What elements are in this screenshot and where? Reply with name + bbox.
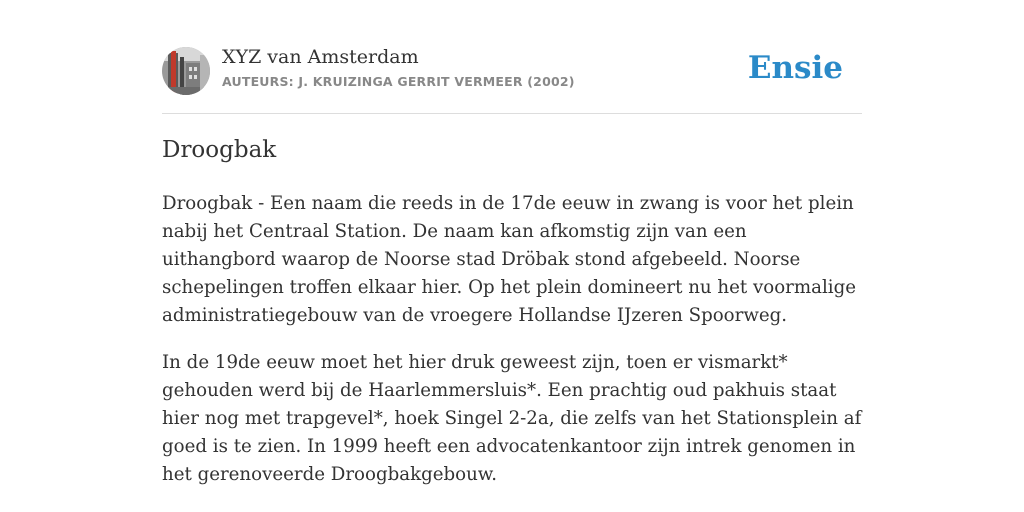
source-avatar[interactable] bbox=[162, 47, 210, 95]
source-header bbox=[162, 0, 862, 114]
ensie-logo[interactable]: Ensie bbox=[747, 50, 843, 86]
source-authors: AUTEURS: J. KRUIZINGA GERRIT VERMEER (2002) bbox=[222, 74, 575, 89]
entry-paragraph-1: Droogbak - Een naam die reeds in de 17de eeuw in zwang is voor het plein nabij het Centraal Station. De naam kan afkomstig zijn van een uithangbord waarop de Noorse stad Dröbak stond afgebeeld. Noorse schepelingen troffen elkaar hier. Op het plein domineert nu het voormalige administratiegebouw van de vroegere Hollandse IJzeren Spoorweg. bbox=[162, 193, 856, 326]
source-title[interactable]: XYZ van Amsterdam bbox=[222, 46, 419, 68]
entry-paragraph-2: In de 19de eeuw moet het hier druk geweest zijn, toen er vismarkt* gehouden werd bij de Haarlemmersluis*. Een prachtig oud pakhuis staat hier nog met trapgevel*, hoek Singel 2-2a, die zelfs van het Stationsplein af goed is te zien. In 1999 heeft een advocatenkantoor zijn intrek genomen in het gerenoveerde Droogbakgebouw. bbox=[162, 352, 862, 485]
entry-title: Droogbak bbox=[162, 137, 277, 163]
entry-card bbox=[162, 0, 862, 485]
entry-body bbox=[162, 190, 862, 508]
book-cover-icon bbox=[162, 47, 210, 95]
